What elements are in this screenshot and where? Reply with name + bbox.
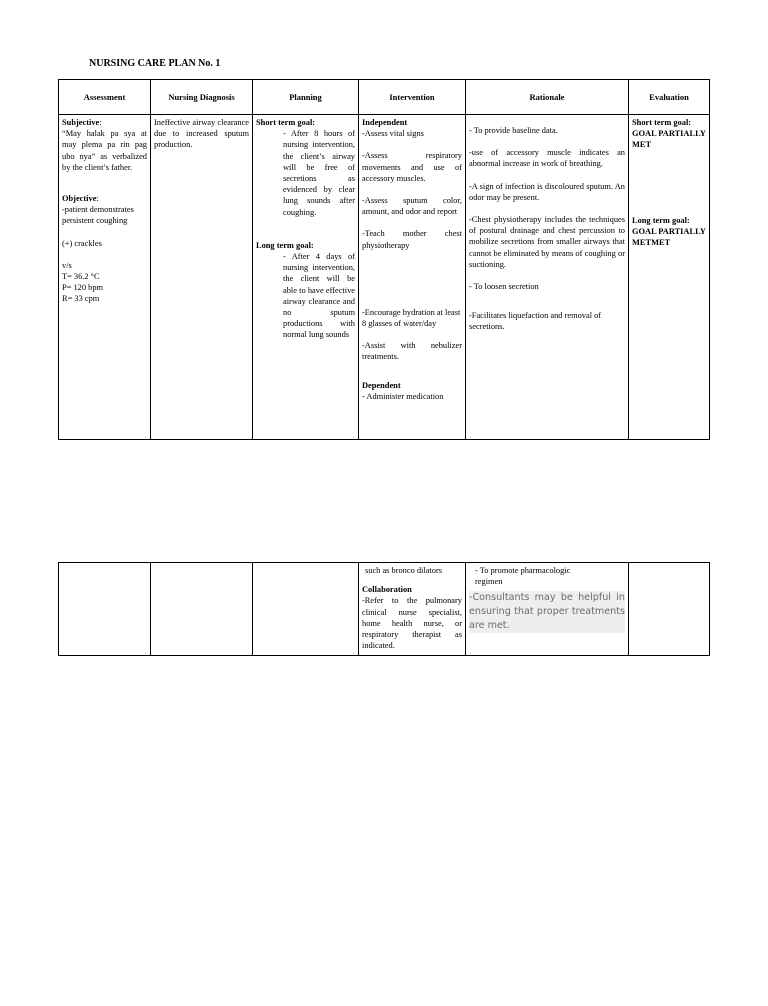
rationale-item: - To loosen secretion [469,282,539,292]
header-rationale: Rationale [466,80,629,115]
vital-signs-label: v/s [62,260,72,270]
rationale-item: - To promote pharmacologic regimen [475,566,571,587]
dependent-label: Dependent [362,380,401,390]
header-row [59,80,710,115]
header-diagnosis: Nursing Diagnosis [151,80,253,115]
eval-short-result: GOAL PARTIALLY MET [632,129,706,150]
rationale-item: -A sign of infection is discoloured sputum. An odor may be present. [469,181,625,202]
empty-cell [629,563,710,656]
header-assessment: Assessment [59,80,151,115]
evaluation-cell [629,115,710,440]
empty-cell [253,563,359,656]
page-title: NURSING CARE PLAN No. 1 [89,58,221,69]
collaboration-label: Collaboration [362,585,412,595]
intervention-item: -Assess vital signs [362,129,424,139]
objective-text: -patient demonstrates persistent coughing [62,205,134,226]
rationale-item: - To provide baseline data. [469,126,558,135]
empty-cell [59,563,151,656]
intervention-item: -Encourage hydration at least 8 glasses of water/day [362,307,461,329]
intervention-item: -Assess sputum color, amount, and odor and report [362,196,462,217]
intervention-item: -Teach mother chest physiotherapy [362,229,462,250]
assessment-cell: Subjective: “May halak pa sya at may plema pa rin pag ubo nya” as verbalized by the client’s father. Objective: -patient demonstrates persistent coughing (+) crackles v/s T= 36.2 °C P= 120 bpm R= 33 cpm [59,115,151,440]
eval-long-label: Long term goal: [632,215,690,225]
rationale-item: -Chest physiotherapy includes the techniques of postural drainage and chest percussion to mobilize secretions from smaller airways that cannot be eliminated by means of coughing or suctioning. [469,215,625,269]
short-goal-text: - After 8 hours of nursing intervention, the client’s airway will be free of secretions as evidenced by clear lung sounds after coughing. [283,129,355,217]
intervention-item: -Refer to the pulmonary clinical nurse specialist, home health nurse, or respiratory therapist as indicated. [362,596,462,651]
intervention-item: such as bronco dilators [365,566,442,575]
planning-cell [253,115,359,440]
header-evaluation: Evaluation [629,80,710,115]
rationale-item: -Consultants may be helpful in ensuring that proper treatments are met. [469,592,625,632]
temperature-value: T= 36.2 °C [62,272,100,282]
crackles-text: (+) crackles [62,238,102,248]
objective-label: Objective [62,194,97,204]
empty-cell [151,563,253,656]
intervention-item: -Assist with nebulizer treatments. [362,341,462,362]
header-planning: Planning [253,80,359,115]
independent-label: Independent [362,118,408,127]
rationale-cont-cell [466,563,629,656]
intervention-cont-cell [359,563,466,656]
subjective-label: Subjective [62,118,100,127]
eval-short-label: Short term goal: [632,118,692,127]
rationale-item: -use of accessory muscle indicates an abnormal increase in work of breathing. [469,148,625,169]
pulse-value: P= 120 bpm [62,283,104,293]
respiration-value: R= 33 cpm [62,294,100,304]
subjective-text: “May halak pa sya at may plema pa rin pag ubo nya” as verbalized by the client’s father. [62,129,147,172]
table-row [59,563,710,656]
long-goal-text: - After 4 days of nursing intervention, the client will be able to have effective airway clearance and no sputum productions with normal lung sounds [283,252,355,340]
long-goal-label: Long term goal: [256,240,314,250]
table-row [59,115,710,440]
intervention-item: - Administer medication [362,391,444,401]
rationale-item: -Facilitates liquefaction and removal of secretions. [469,311,602,332]
care-plan-table [58,79,710,440]
short-goal-label: Short term goal: [256,118,316,127]
header-intervention: Intervention [359,80,466,115]
intervention-item: -Assess respiratory movements and use of accessory muscles. [362,151,462,183]
intervention-cell [359,115,466,440]
diagnosis-text: Ineffective airway clearance due to increased sputum production. [154,118,249,150]
rationale-cell [466,115,629,440]
diagnosis-cell [151,115,253,440]
care-plan-continuation-table [58,562,710,656]
eval-long-result: GOAL PARTIALLY METMET [632,226,706,248]
